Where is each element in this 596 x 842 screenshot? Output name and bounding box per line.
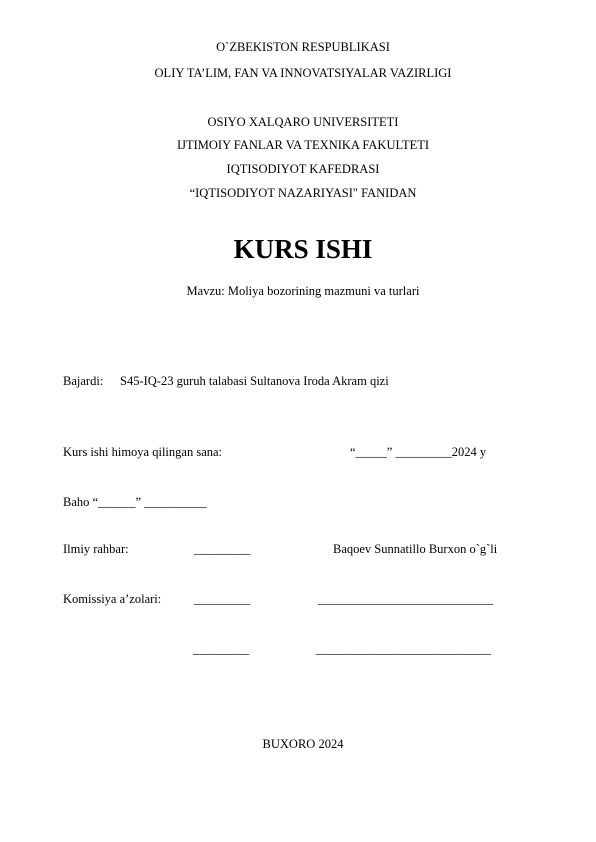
performer-value: S45-IQ-23 guruh talabasi Sultanova Iroda Akram qizi bbox=[120, 374, 389, 388]
performer-label: Bajardi: bbox=[63, 374, 104, 388]
footer-city-year: BUXORO 2024 bbox=[262, 737, 344, 751]
committee-name-blank-2: ____________________________ bbox=[316, 642, 491, 656]
grade-line: Baho “______” __________ bbox=[63, 495, 207, 509]
supervisor-signature-blank: _________ bbox=[194, 542, 251, 556]
department-heading: IQTISODIYOT KAFEDRASI bbox=[226, 162, 380, 176]
defense-date-label: Kurs ishi himoya qilingan sana: bbox=[63, 445, 223, 459]
republic-heading: O`ZBEKISTON RESPUBLIKASI bbox=[216, 40, 390, 54]
supervisor-name: Baqoev Sunnatillo Burxon o`g`li bbox=[333, 542, 498, 556]
committee-signature-blank-2: _________ bbox=[193, 642, 250, 656]
ministry-heading: OLIY TA’LIM, FAN VA INNOVATSIYALAR VAZIRLIGI bbox=[154, 66, 452, 80]
committee-signature-blank-1: _________ bbox=[194, 592, 251, 606]
committee-label: Komissiya a’zolari: bbox=[63, 592, 162, 606]
faculty-heading: IJTIMOIY FANLAR VA TEXNIKA FAKULTETI bbox=[176, 138, 430, 152]
committee-name-blank-1: ____________________________ bbox=[318, 592, 493, 606]
subject-heading: “IQTISODIYOT NAZARIYASI" FANIDAN bbox=[189, 186, 417, 200]
topic-line: Mavzu: Moliya bozorining mazmuni va turlari bbox=[186, 284, 420, 298]
defense-date-value: “_____” _________2024 y bbox=[350, 445, 487, 459]
document-title: KURS ISHI bbox=[233, 234, 373, 264]
supervisor-label: Ilmiy rahbar: bbox=[63, 542, 129, 556]
university-heading: OSIYO XALQARO UNIVERSITETI bbox=[207, 115, 399, 129]
